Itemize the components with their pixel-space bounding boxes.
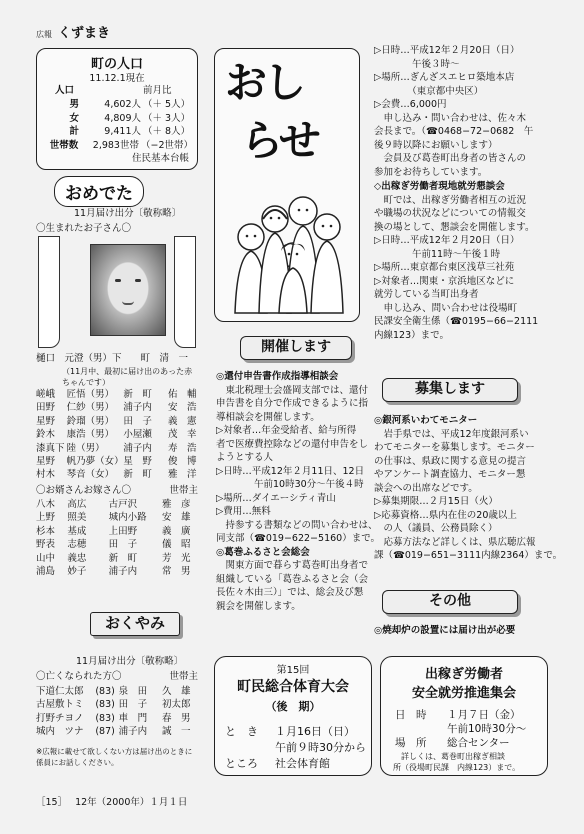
- oshirase-box: [214, 48, 360, 322]
- babies-list: [36, 388, 198, 482]
- right-top-line: 後９時以降にお願いします）: [374, 139, 498, 151]
- okuyami-row-cell: 浦子内: [118, 726, 148, 738]
- population-source: 住民基本台帳: [131, 153, 189, 164]
- s3-line: 内線123）まで。: [374, 329, 449, 341]
- couple-row-cell: 野表: [36, 539, 56, 551]
- taiiku-period: （後 期）: [265, 700, 321, 713]
- baby-row-cell: 星 野: [123, 456, 152, 468]
- dekasegi-box: [380, 656, 548, 776]
- couple-row-cell: 浦子内: [108, 566, 138, 578]
- population-row-diff: （−2世帯）: [140, 139, 193, 151]
- okuyami-row: [36, 725, 198, 738]
- couple-row-cell: 八木: [36, 499, 56, 510]
- population-row-diff: （＋ 5人）: [143, 99, 191, 110]
- baby-row: [36, 388, 198, 401]
- born-label: 〇生まれたお子さん〇: [36, 223, 132, 234]
- kaisai-s1-line: 申告書を自分で作成できるように指: [216, 398, 369, 409]
- population-row: [45, 139, 193, 153]
- couple-row-cell: 妙子: [67, 566, 87, 578]
- s3-line: 申し込み、問い合わせは役場町: [374, 302, 518, 314]
- okuyami-section: [36, 612, 200, 782]
- baby-row-cell: 田野: [36, 402, 56, 414]
- population-box: [36, 48, 198, 170]
- okuyami-title: おくやみ: [90, 612, 180, 636]
- baby-row-cell: 茂 幸: [167, 429, 197, 441]
- couple-row: [36, 511, 198, 524]
- boshu-line: 応募方法など詳しくは、県広聴広報: [374, 536, 536, 548]
- baby-row-cell: 嵯峨: [36, 389, 56, 400]
- dekasegi-date: １月７日（金）: [447, 709, 521, 721]
- population-label: 人口: [55, 85, 75, 96]
- kaisai-s1-line: ようとする人: [216, 452, 274, 463]
- family-illustration: [223, 189, 353, 317]
- taiiku-where: 社会体育館: [275, 757, 330, 770]
- omedeta-title: おめでた: [54, 176, 144, 207]
- baby-row: [36, 468, 198, 481]
- couple-row: [36, 525, 198, 538]
- boshu-line: わてモニターを募集します。モニター: [374, 442, 535, 453]
- baby-row-cell: 仁紗（男）: [66, 402, 115, 414]
- taiiku-title: 町民総合体育大会: [237, 679, 349, 695]
- population-title: 町の人口: [90, 57, 143, 72]
- boshu-line: の仕事は、県政に関する意見の提言: [374, 455, 527, 467]
- population-row-diff: （＋ 3人）: [143, 112, 191, 124]
- baby-row-cell: 新 町: [123, 469, 152, 481]
- okuyami-row-cell: 泉 田: [118, 686, 148, 697]
- okuyami-row-cell: 春 男: [161, 712, 191, 724]
- boshu-line: やアンケート調査協力、モニター懇: [374, 469, 526, 480]
- couple-row-cell: 義 廣: [161, 525, 191, 537]
- population-row: [45, 125, 193, 139]
- taiiku-box: [214, 656, 372, 776]
- population-date: 11.12.1現在: [89, 73, 145, 84]
- baby-photo: [90, 244, 166, 336]
- couple-row-cell: 芳 光: [161, 552, 191, 564]
- couple-row-cell: 常 男: [161, 566, 191, 578]
- s3-line: 午前11時〜午後１時: [374, 248, 501, 260]
- okuyami-row-cell: 城内 ツナ: [36, 726, 84, 738]
- couple-row-cell: 浦島: [36, 566, 56, 578]
- baby-row-cell: 浦子内: [123, 442, 152, 454]
- baby-row: [36, 401, 198, 414]
- baby-line: 樋口 元澄（男）下 町 清 一: [36, 353, 189, 364]
- couple-row-cell: 城内小路: [108, 512, 147, 524]
- page-header: [36, 22, 110, 41]
- s3-line: 換の場として、懇談会を開催します。: [374, 221, 535, 233]
- okuyami-row-cell: 下道仁太郎: [36, 686, 84, 697]
- right-top-line: ▷場所…ぎんざスエヒロ築地本店: [374, 72, 515, 83]
- s3-line: ▷日時…平成12年２月20日（日）: [374, 235, 520, 246]
- kaisai-s1-line: 持参する書類などの問い合わせは、: [216, 519, 378, 531]
- baby-row: [36, 428, 198, 441]
- population-row-diff: （＋ 8人）: [143, 126, 191, 137]
- dekasegi-note-1: 詳しくは、葛巻町出稼ぎ相談: [393, 752, 505, 761]
- okuyami-sub: 11月届け出分〔敬称略〕: [76, 656, 184, 667]
- baby-row-cell: 安 浩: [167, 402, 197, 414]
- okuyami-head: 世帯主: [169, 671, 198, 682]
- baby-row-cell: 陸（男）: [66, 442, 105, 454]
- boshu-line: 岩手県では、平成12年度銀河系い: [374, 428, 529, 440]
- couple-row-cell: 古戸沢: [108, 499, 138, 510]
- couple-row-cell: 安 雄: [161, 512, 191, 524]
- couple-row: [36, 498, 198, 511]
- footer-page: ［15］: [36, 797, 68, 808]
- okuyami-row-cell: 古屋敷トミ: [36, 699, 84, 711]
- couple-row-cell: 上田野: [108, 525, 138, 537]
- baby-row-cell: 帆乃夢（女）: [66, 456, 124, 468]
- population-row-value: 2,983世帯: [92, 139, 139, 151]
- dekasegi-date-label: 日 時: [395, 709, 427, 721]
- right-top-line: 午後３時〜: [374, 58, 460, 70]
- okuyami-row-cell: (83): [95, 699, 115, 711]
- taiiku-when-time: 午前９時30分から: [275, 741, 366, 754]
- kaisai-s1-line: ▷費用…無料: [216, 506, 271, 517]
- population-row-label: 計: [69, 126, 79, 137]
- okuyami-rows: [36, 685, 198, 739]
- right-top-line: 申し込み・問い合わせは、佐々木: [374, 112, 527, 124]
- couple-row-cell: 新 町: [108, 552, 138, 564]
- population-row-label: 世帯数: [49, 139, 79, 151]
- dekasegi-title-1: 出稼ぎ労働者: [424, 667, 503, 682]
- okuyami-row-cell: (87): [95, 726, 115, 738]
- baby-row-cell: 寿 浩: [167, 442, 197, 454]
- dekasegi-time: 午前10時30分〜: [447, 723, 527, 735]
- boshu-banner: 募集します: [382, 378, 518, 402]
- boshu-line: ▷応募資格…県内在住の20歳以上: [374, 509, 517, 521]
- couple-row-cell: 照美: [67, 512, 87, 524]
- okuyami-row-cell: 誠 一: [161, 726, 191, 738]
- right-top-line: （東京都中央区）: [374, 85, 484, 97]
- okuyami-row-cell: 田 子: [118, 699, 148, 711]
- population-row-label: 女: [69, 112, 79, 124]
- curtain-right: [174, 236, 196, 348]
- couple-row-cell: 高広: [67, 499, 87, 510]
- okuyami-row-cell: 久 雄: [161, 686, 191, 697]
- okuyami-row-cell: (83): [95, 712, 115, 724]
- taiiku-when: １月16日（日）: [275, 725, 355, 738]
- kaisai-s1-line: ▷場所…ダイエーシティ青山: [216, 492, 336, 504]
- couple-row: [36, 538, 198, 551]
- baby-row-cell: 琴音（女）: [66, 469, 115, 481]
- header-prefix: 広報: [36, 30, 52, 39]
- boshu-section: [374, 414, 563, 563]
- baby-row-cell: 俊 博: [167, 456, 197, 468]
- baby-row-cell: 雅 洋: [167, 469, 197, 481]
- couple-row: [36, 565, 198, 578]
- s3-title: ◇出稼ぎ労働者現地就労懇談会: [374, 181, 505, 192]
- dekasegi-place-label: 場 所: [395, 737, 427, 749]
- couple-row-cell: 基成: [67, 525, 87, 537]
- okuyami-row: [36, 685, 198, 698]
- okuyami-row: [36, 698, 198, 711]
- omedeta-sub: 11月届け出分〔敬称略〕: [74, 208, 182, 219]
- boshu-s-title: ◎銀河系いわてモニター: [374, 415, 478, 426]
- population-row: [45, 112, 193, 126]
- kaisai-banner: 開催します: [240, 336, 352, 360]
- baby-row-cell: 匠悟（男）: [66, 389, 115, 400]
- baby-row-cell: 村木: [36, 469, 56, 481]
- sonota-item: ◎焼却炉の設置には届け出が必要: [374, 625, 516, 636]
- dekasegi-place: 総合センター: [447, 737, 510, 749]
- baby-row-cell: 新 町: [123, 389, 152, 400]
- kaisai-s2-line: 組織している「葛巻ふるさと会（会: [216, 573, 369, 585]
- right-top-section: [374, 44, 550, 342]
- taiiku-where-label: ところ: [225, 757, 258, 770]
- baby-row-cell: 鈴瑠（男）: [66, 415, 115, 427]
- kaisai-s1-line: 者で医療費控除などの還付申告をし: [216, 438, 369, 450]
- kaisai-s2-line: 関東方面で暮らす葛巻町出身者で: [216, 560, 369, 571]
- boshu-line: の人（議員、公務員除く）: [374, 523, 498, 534]
- kaisai-s2-line: 長佐々木由三）」では、総会及び懇: [216, 587, 364, 598]
- couple-row-cell: 杉本: [36, 525, 56, 537]
- s3-line: ▷場所…東京都台東区浅草三社苑: [374, 262, 515, 273]
- baby-row-cell: 星野: [36, 456, 56, 468]
- kaisai-s1-line: 午前10時30分〜午後４時: [216, 479, 364, 490]
- baby-row: [36, 442, 198, 455]
- dekasegi-note-2: 所（役場町民課 内線123）まで。: [393, 763, 521, 772]
- boshu-line: ▷募集期限…２月15日（火）: [374, 496, 498, 507]
- oshirase-title-1: おし: [225, 58, 304, 107]
- kaisai-s2-line: 親会を開催します。: [216, 600, 301, 612]
- bride-label: 〇お婿さんお嫁さん〇: [36, 485, 132, 496]
- boshu-line: 課（☎019−651−3111内線2364）まで。: [374, 550, 563, 561]
- boshu-line: 談会への出席などです。: [374, 482, 478, 494]
- baby-row-cell: 佑 輔: [167, 389, 197, 400]
- couple-row-cell: 山中: [36, 552, 56, 564]
- okuyami-row-cell: 初太郎: [161, 699, 191, 711]
- s3-line: 民課安全衛生係（☎0195−66−2111: [374, 316, 539, 327]
- okuyami-row-cell: 車 門: [118, 712, 148, 724]
- couple-row-cell: 儀 昭: [161, 539, 191, 551]
- couple-row-cell: 田 子: [108, 539, 138, 551]
- baby-row-cell: 康浩（男）: [66, 429, 115, 441]
- baby-row-cell: 小屋瀬: [123, 429, 152, 441]
- kaisai-s2-title: ◎葛巻ふるさと会総会: [216, 546, 310, 558]
- couple-row-cell: 雅 彦: [161, 499, 191, 510]
- population-row-value: 4,809人: [104, 112, 141, 124]
- baby-row-cell: 浦子内: [123, 402, 152, 414]
- baby-row: [36, 415, 198, 428]
- baby-row-cell: 星野: [36, 415, 56, 427]
- kaisai-s1-line: ▷対象者…年金受給者、給与所得: [216, 425, 357, 436]
- curtain-left: [38, 236, 60, 348]
- right-top-line: 参加をお待ちしています。: [374, 166, 488, 178]
- taiiku-edition: 第15回: [276, 665, 310, 676]
- population-row-label: 男: [69, 99, 79, 110]
- okuyami-row: [36, 712, 198, 725]
- couple-row-cell: 義忠: [67, 552, 87, 564]
- s3-line: や職場の状況などについての情報交: [374, 208, 526, 219]
- s3-line: 就労している当町出身者: [374, 289, 479, 300]
- kaisai-s1-title: ◎還付申告書作成指導相談会: [216, 371, 339, 382]
- okuyami-row-cell: 打野チヨノ: [36, 712, 84, 724]
- baby-row-cell: 漆真下: [36, 442, 65, 454]
- kaisai-s1-line: 東北税理士会盛岡支部では、還付: [216, 384, 369, 396]
- s3-line: ▷対象者…関東・京浜地区などに: [374, 275, 515, 287]
- right-top-line: 会員及び葛巻町出身者の皆さんの: [374, 153, 527, 164]
- couples-list: [36, 498, 198, 578]
- couple-row-cell: 志穂: [67, 539, 87, 551]
- oshirase-title-2: らせ: [241, 116, 318, 165]
- baby-row-cell: 義 憲: [167, 415, 197, 427]
- sonota-banner: その他: [382, 590, 518, 614]
- dekasegi-title-2: 安全就労推進集会: [411, 686, 516, 701]
- baby-row-cell: 田 子: [123, 415, 152, 427]
- baby-row: [36, 455, 198, 468]
- right-top-line: 会長まで。（☎0468−72−0682 午: [374, 126, 534, 137]
- baby-row-cell: 鈴木: [36, 429, 56, 441]
- baby-note: （11月中、最初に届け出のあった赤ちゃんです）: [62, 367, 193, 387]
- kaisai-s1-line: 同支部（☎019−622−5160）まで。: [216, 533, 381, 544]
- kaisai-s1-line: ▷日時…平成12年２月11日、12日: [216, 465, 365, 477]
- kaisai-section: [216, 370, 381, 613]
- population-row-value: 4,602人: [104, 99, 141, 110]
- right-top-line: ▷会費…6,000円: [374, 99, 447, 110]
- taiiku-when-label: と き: [225, 725, 258, 738]
- omedeta-section: [36, 176, 200, 596]
- footer: [36, 796, 187, 810]
- couple-row: [36, 552, 198, 565]
- population-row-value: 9,411人: [104, 126, 141, 137]
- population-rows: [45, 98, 193, 152]
- bride-head: 世帯主: [169, 485, 198, 496]
- okuyami-label: 〇亡くなられた方〇: [36, 671, 122, 682]
- kaisai-s1-line: 導相談会を開催します。: [216, 411, 320, 423]
- okuyami-row-cell: (83): [95, 686, 115, 697]
- population-col-prev: 前月比: [143, 85, 172, 96]
- header-title: くずまき: [58, 26, 111, 41]
- okuyami-note: ※広報に載せて欲しくない方は届け出のときに係員にお話しください。: [36, 747, 193, 767]
- footer-date: 12年（2000年）１月１日: [75, 797, 188, 808]
- right-top-line: ▷日時…平成12年２月20日（日）: [374, 45, 520, 56]
- population-row: [45, 98, 193, 112]
- couple-row-cell: 上野: [36, 512, 56, 524]
- s3-line: 町では、出稼ぎ労働者相互の近況: [374, 194, 527, 206]
